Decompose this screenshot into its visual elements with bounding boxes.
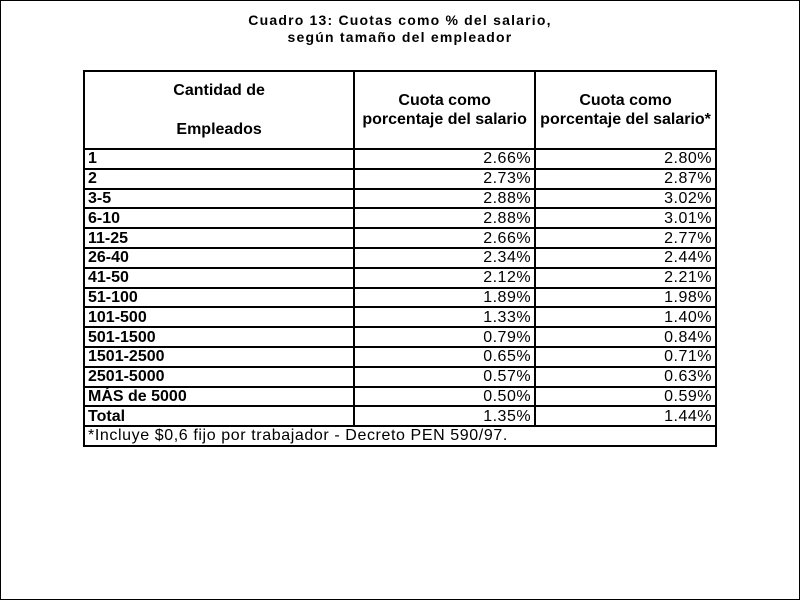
cuota-fijo-value: 2.44%	[535, 248, 716, 268]
cuota-fijo-value: 1.98%	[535, 288, 716, 308]
row-label: MÁS de 5000	[84, 387, 354, 407]
table-subtitle: según tamaño del empleador	[287, 29, 513, 45]
table-row	[84, 307, 716, 327]
row-label: Total	[84, 406, 354, 426]
row-label: 1	[84, 149, 354, 169]
cuota-value: 0.50%	[354, 387, 535, 407]
cuota-value: 2.73%	[354, 169, 535, 189]
table-title: Cuadro 13: Cuotas como % del salario,	[248, 12, 552, 28]
row-label: 3-5	[84, 189, 354, 209]
table-row	[84, 149, 716, 169]
row-label: 1501-2500	[84, 347, 354, 367]
header-cuota-con-fijo: Cuota como porcentaje del salario*	[535, 71, 716, 149]
row-label: 26-40	[84, 248, 354, 268]
cuota-value: 0.57%	[354, 367, 535, 387]
table-row	[84, 189, 716, 209]
cuota-value: 2.12%	[354, 268, 535, 288]
row-label: 2501-5000	[84, 367, 354, 387]
note-row	[84, 426, 716, 446]
cuota-value: 2.66%	[354, 228, 535, 248]
cuota-value: 1.35%	[354, 406, 535, 426]
table-row	[84, 347, 716, 367]
row-label: 2	[84, 169, 354, 189]
cuota-value: 2.88%	[354, 208, 535, 228]
row-label: 41-50	[84, 268, 354, 288]
row-label: 501-1500	[84, 327, 354, 347]
header-cuota: Cuota como porcentaje del salario	[354, 71, 535, 149]
cuota-fijo-value: 3.01%	[535, 208, 716, 228]
cuota-fijo-value: 0.84%	[535, 327, 716, 347]
cuota-fijo-value: 1.40%	[535, 307, 716, 327]
table-row	[84, 387, 716, 407]
table-row	[84, 406, 716, 426]
table-row	[84, 327, 716, 347]
cuota-value: 0.65%	[354, 347, 535, 367]
row-label: 11-25	[84, 228, 354, 248]
cuota-fijo-value: 0.63%	[535, 367, 716, 387]
cuota-value: 2.34%	[354, 248, 535, 268]
cuota-value: 2.66%	[354, 149, 535, 169]
cuota-fijo-value: 1.44%	[535, 406, 716, 426]
cuota-value: 2.88%	[354, 189, 535, 209]
row-label: 6-10	[84, 208, 354, 228]
cuota-fijo-value: 2.87%	[535, 169, 716, 189]
table-row	[84, 208, 716, 228]
cuota-value: 1.89%	[354, 288, 535, 308]
header-cantidad-line2: Empleados	[176, 120, 262, 138]
table-row	[84, 288, 716, 308]
table-row	[84, 367, 716, 387]
cuota-value: 0.79%	[354, 327, 535, 347]
header-row	[84, 71, 716, 149]
table-row	[84, 268, 716, 288]
table-row	[84, 248, 716, 268]
cuota-fijo-value: 0.71%	[535, 347, 716, 367]
row-label: 101-500	[84, 307, 354, 327]
cuota-fijo-value: 3.02%	[535, 189, 716, 209]
cuota-fijo-value: 0.59%	[535, 387, 716, 407]
cuotas-table	[83, 70, 717, 447]
table-body	[84, 149, 716, 426]
header-cantidad-line1: Cantidad de	[173, 81, 265, 99]
cuota-value: 1.33%	[354, 307, 535, 327]
table-row	[84, 169, 716, 189]
header-cantidad-empleados	[84, 71, 354, 149]
footnote: *Incluye $0,6 fijo por trabajador - Decreto PEN 590/97.	[84, 426, 716, 446]
row-label: 51-100	[84, 288, 354, 308]
cuota-fijo-value: 2.77%	[535, 228, 716, 248]
table-row	[84, 228, 716, 248]
cuota-fijo-value: 2.80%	[535, 149, 716, 169]
cuota-fijo-value: 2.21%	[535, 268, 716, 288]
